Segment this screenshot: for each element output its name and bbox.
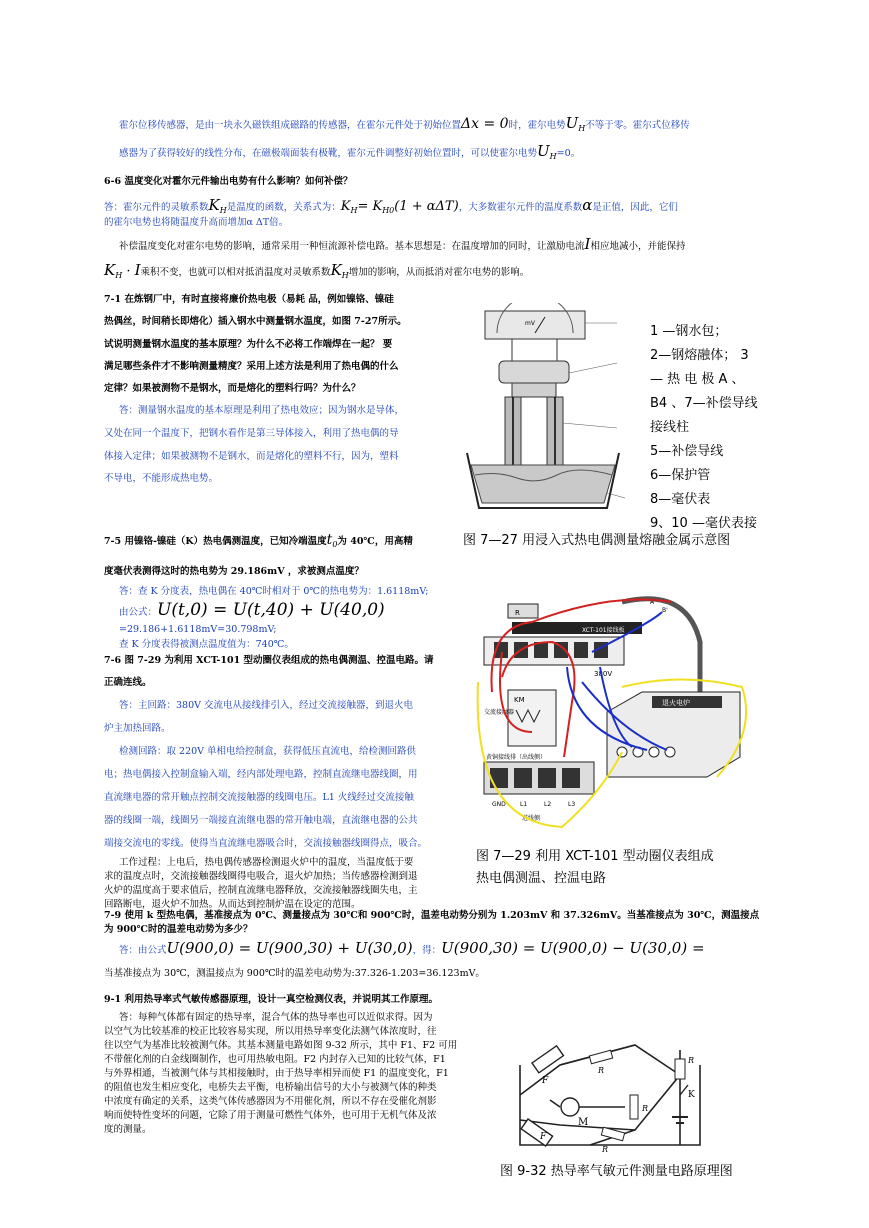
meter-m-label: M bbox=[578, 1117, 589, 1128]
answer-9-1-line3: 往以空气为基准比较被测气体。其基本测量电路如图 9-32 所示，其中 F1、F2 可用 bbox=[104, 1040, 458, 1051]
l2-label: L2 bbox=[544, 801, 552, 808]
legend-item: 1 —钢水包； bbox=[650, 324, 728, 339]
answer-7-6-line6: 器的线圈一端，线圈另一端接直流继电器的常开触电端，直流继电器的公共 bbox=[104, 815, 418, 826]
question-7-5-line2: 度毫伏表测得这时的热电势为 29.186mV ，求被测点温度？ bbox=[104, 566, 364, 577]
formula: = K bbox=[357, 199, 383, 214]
symbol: t bbox=[326, 532, 333, 548]
question-7-9-line1: 7-9 使用 k 型热电偶，基准接点为 0℃、测量接点为 30℃和 900℃时，温差电动势分别为 1.203mV 和 37.326mV。当基准接点为 30℃，测温接点 bbox=[104, 910, 760, 921]
symbol: H bbox=[578, 123, 586, 133]
text: 相应地减小，并能保持 bbox=[590, 241, 686, 252]
work-process-line3: 火炉的温度高于要求值后，控制直流继电器释放，交流接触器线圈失电，主 bbox=[104, 885, 418, 896]
hall-sensor-line1 bbox=[119, 113, 799, 139]
hall-sensor-line2 bbox=[119, 141, 799, 167]
meter-scale-label: mV bbox=[525, 320, 535, 327]
question-7-1-line4: 满足哪些条件才不影响测量精度？采用上述方法是利用了热电偶的什么 bbox=[104, 361, 399, 372]
figure-7-27-caption: 图 7—27 用浸入式热电偶测量熔融金属示意图 bbox=[463, 533, 731, 548]
voltage-label: 380V bbox=[594, 670, 613, 678]
l1-label: L1 bbox=[520, 801, 528, 808]
legend-item: 5—补偿导线 bbox=[650, 444, 724, 459]
symbol: 0 bbox=[332, 539, 338, 549]
resistor-r4-label: R bbox=[602, 1145, 609, 1154]
formula: (1 + αΔT) bbox=[394, 199, 459, 214]
sensor-f1-label: F bbox=[542, 1076, 549, 1086]
text: 为 40℃，用高精 bbox=[337, 536, 413, 547]
text: 补偿温度变化对霍尔电势的影响，通常采用一种恒流源补偿电路。基本思想是：在温度增加的同时，让激励电流 bbox=[119, 241, 585, 252]
answer-7-1-line2: 又处在同一个温度下，把钢水看作是第三导体接入，利用了热电偶的导 bbox=[104, 428, 399, 439]
answer-9-1-line8: 响而使特性变坏的问题，它除了用于测量可燃性气体外，也可用于无机气体及浓 bbox=[104, 1110, 437, 1121]
answer-7-6-line7: 端接交流电的零线。使得当直流继电器吸合时，交流接触器线圈得点，吸合。 bbox=[104, 838, 428, 849]
answer-7-5-line1: 答：查 K 分度表，热电偶在 40℃时相对于 0℃的热电势为：1.6118mV; bbox=[119, 586, 429, 597]
question-7-9-line2: 为 900℃时的温差电动势为多少？ bbox=[104, 924, 253, 935]
answer-7-1-line3: 体接入定律；如果被测物不是钢水，而是熔化的塑料不行，因为，塑料 bbox=[104, 451, 399, 462]
answer-7-1-line4: 不导电，不能形成热电势。 bbox=[104, 473, 219, 484]
answer-9-1-line5: 与外界相通，当被测气体与其相接触时，由于热导率相异而使 F1 的温度变化，F1 bbox=[104, 1068, 449, 1079]
legend-item: 8—毫伏表 bbox=[650, 492, 711, 507]
terminal-b-label: B' bbox=[662, 607, 668, 614]
symbol: K bbox=[330, 261, 342, 279]
text: 7-5 用镍铬-镍硅（K）热电偶测温度，已知冷端温度 bbox=[104, 536, 327, 547]
answer-7-9-line1 bbox=[119, 938, 705, 961]
symbol: K bbox=[340, 199, 351, 214]
text: 答：霍尔元件的灵敏系数 bbox=[104, 202, 209, 213]
question-7-1-line3: 试说明测量钢水温度的基本原理？为什么不必将工作端焊在一起？ 要 bbox=[104, 339, 393, 350]
symbol: H bbox=[549, 151, 557, 161]
figure-7-27-drawing bbox=[457, 303, 632, 518]
resistor-r1-label: R bbox=[598, 1066, 605, 1075]
resistor-r0-label: R bbox=[688, 1056, 695, 1065]
figure-7-29-drawing bbox=[472, 582, 772, 837]
question-7-1-line5: 定律？如果被测物不是钢水，而是熔化的塑料行吗？为什么？ bbox=[104, 383, 361, 394]
question-7-6-line1: 7-6 图 7-29 为利用 XCT-101 型动圈仪表组成的热电偶测温、控温电路。请 bbox=[104, 655, 434, 666]
legend-item: 9、10 —毫伏表接 bbox=[650, 516, 757, 531]
answer-9-1-line9: 度的测量。 bbox=[104, 1124, 152, 1135]
answer-7-5-line4: 查 K 分度表得被测点温度值为：740℃。 bbox=[119, 639, 294, 650]
figure-9-32-caption: 图 9-32 热导率气敏元件测量电路原理图 bbox=[500, 1164, 733, 1179]
symbol: α bbox=[582, 196, 593, 214]
answer-7-6-line1: 答：主回路：380V 交流电从接线排引入，经过交流接触器，到退火电 bbox=[119, 700, 414, 711]
text: 是正值，因此，它们 bbox=[592, 202, 678, 213]
answer-9-1-line6: 的阻值也发生相应变化，电桥失去平衡，电桥输出信号的大小与被测气体的种类 bbox=[104, 1082, 437, 1093]
question-7-6-line2: 正确连线。 bbox=[104, 677, 152, 688]
figure-7-27-legend bbox=[650, 320, 758, 536]
legend-item: 6—保护管 bbox=[650, 468, 711, 483]
answer-7-6-line5: 直流继电器的常开触点控制交流接触器的线圈电压。L1 火线经过交流接触 bbox=[104, 792, 414, 803]
figure-9-32-drawing bbox=[510, 1035, 710, 1155]
answer-7-6-line4: 电；热电偶接入控制盒输入端，经内部处理电路，控制直流继电器线圈，用 bbox=[104, 769, 418, 780]
terminal-a-label: A' bbox=[650, 599, 656, 606]
answer-7-1-line1: 答：测量钢水温度的基本原理是利用了热电效应；因为钢水是导体， bbox=[119, 405, 405, 416]
l3-label: L3 bbox=[568, 801, 576, 808]
sensor-f2-label: F bbox=[540, 1132, 547, 1142]
work-process-line1: 工作过程：上电后，热电偶传感器检测退火炉中的温度，当温度低于要 bbox=[119, 857, 414, 868]
gnd-label: GND bbox=[492, 801, 506, 808]
work-process-line4: 回路断电，退火炉不加热。从而达到控制炉温在设定的范围。 bbox=[104, 899, 361, 910]
text: 乘积不变，也就可以相对抵消温度对灵敏系数 bbox=[140, 267, 331, 278]
text: 增加的影响，从而抵消对霍尔电势的影响。 bbox=[348, 267, 530, 278]
answer-9-1-line1: 答：每种气体都有固定的热导率，混合气体的热导率也可以近似求得。因为 bbox=[119, 1012, 433, 1023]
answer-9-1-line4: 不带催化剂的白金线圈制作，也可用热敏电阻。F2 内封存入已知的比较气体，F1 bbox=[104, 1054, 446, 1065]
figure-7-29-caption-line2: 热电偶测温、控温电路 bbox=[476, 871, 607, 886]
text: 是温度的函数，关系式为： bbox=[226, 202, 341, 213]
question-7-5-line1 bbox=[104, 530, 413, 555]
text: 由公式： bbox=[119, 607, 158, 618]
work-process-line2: 求的温度点时，交流接触器线圈得电吸合，退火炉加热；当传感器检测到退 bbox=[104, 871, 418, 882]
formula: Δx = 0 bbox=[461, 116, 509, 132]
text: 感器为了获得较好的线性分布，在磁极端面装有极靴，霍尔元件调整好初始位置时，可以使霍尔电势 bbox=[119, 148, 538, 159]
symbol: I bbox=[134, 261, 141, 279]
text: 霍尔位移传感器，是由一块永久磁铁组成磁路的传感器，在霍尔元件处于初始位置 bbox=[119, 120, 462, 131]
furnace-label: 退火电炉 bbox=[662, 699, 690, 707]
text: 不等于零。霍尔式位移传 bbox=[585, 120, 690, 131]
formula: U(900,0) = U(900,30) + U(30,0) bbox=[166, 939, 413, 957]
symbol: K bbox=[208, 196, 220, 214]
answer-7-6-line2: 炉主加热回路。 bbox=[104, 723, 171, 734]
text: ，得： bbox=[412, 945, 442, 956]
question-6-6-title: 6-6 温度变化对霍尔元件输出电势有什么影响？如何补偿？ bbox=[104, 176, 353, 187]
inlet-label: 进线侧 bbox=[522, 815, 541, 822]
symbol: U bbox=[537, 142, 550, 160]
resistor-label: R bbox=[515, 609, 520, 617]
answer-9-1-line2: 以空气为比较基准的校正比较容易实现，所以用热导率变化法测气体浓度时，往 bbox=[104, 1026, 437, 1037]
legend-item: 接线柱 bbox=[650, 420, 690, 435]
resistor-r2-label: R bbox=[642, 1104, 649, 1113]
contactor-label: 交流接触器 bbox=[484, 709, 515, 716]
compensation-line1 bbox=[119, 237, 809, 254]
text: 时，霍尔电势 bbox=[508, 120, 566, 131]
symbol: · bbox=[122, 264, 135, 279]
question-7-1-line2: 热偶丝，时间稍长即熔化）插入钢水中测量钢水温度，如图 7-27所示。 bbox=[104, 316, 407, 327]
switch-k-label: K bbox=[688, 1090, 695, 1100]
answer-7-6-line3: 检测回路：取 220V 单相电给控制盒，获得低压直流电，给检测回路供 bbox=[119, 746, 417, 757]
text: =0。 bbox=[556, 148, 581, 159]
symbol: K bbox=[104, 261, 116, 279]
legend-item: — 热 电 极 A 、 bbox=[650, 372, 745, 387]
symbol: H0 bbox=[382, 205, 395, 215]
brass-strip-label: 黄铜接线排（出线侧） bbox=[486, 754, 547, 761]
answer-7-5-line3: =29.186+1.6118mV=30.798mV; bbox=[119, 624, 277, 635]
answer-9-1-line7: 中浓度有确定的关系，这类气体传感器因为不用催化剂，所以不存在受催化剂影 bbox=[104, 1096, 437, 1107]
question-7-1-line1: 7-1 在炼钢厂中，有时直接将廉价热电极（易耗 品，例如镍铬、镍硅 bbox=[104, 294, 394, 305]
symbol: U bbox=[565, 114, 579, 132]
symbol: H bbox=[219, 205, 227, 215]
symbol: I bbox=[584, 235, 591, 253]
compensation-line2 bbox=[104, 263, 794, 283]
legend-item: 2—钢熔融体； 3 bbox=[650, 348, 749, 363]
symbol: H bbox=[350, 205, 358, 215]
terminal-board-label: XCT-101接线板 bbox=[582, 627, 625, 634]
figure-7-29-caption-line1: 图 7—29 利用 XCT-101 型动圈仪表组成 bbox=[476, 849, 714, 864]
text: ，大多数霍尔元件的温度系数 bbox=[458, 202, 583, 213]
answer-6-6-line2: 的霍尔电势也将随温度升高而增加α ΔT倍。 bbox=[104, 217, 289, 228]
answer-7-9-result: 当基准接点为 30℃，测温接点为 900℃时的温差电动势为:37.326-1.203=36.123mV。 bbox=[104, 968, 485, 979]
question-9-1-title: 9-1 利用热导率式气敏传感器原理，设计一真空检测仪表，并说明其工作原理。 bbox=[104, 994, 438, 1005]
legend-item: B4 、7—补偿导线 bbox=[650, 396, 758, 411]
symbol: H bbox=[341, 270, 349, 280]
symbol: H bbox=[115, 270, 123, 280]
formula: U(900,30) = U(900,0) − U(30,0) = bbox=[441, 939, 705, 957]
contactor-km-label: KM bbox=[514, 696, 525, 704]
formula: U(t,0) = U(t,40) + U(40,0) bbox=[157, 600, 385, 620]
text: 答：由公式 bbox=[119, 945, 167, 956]
